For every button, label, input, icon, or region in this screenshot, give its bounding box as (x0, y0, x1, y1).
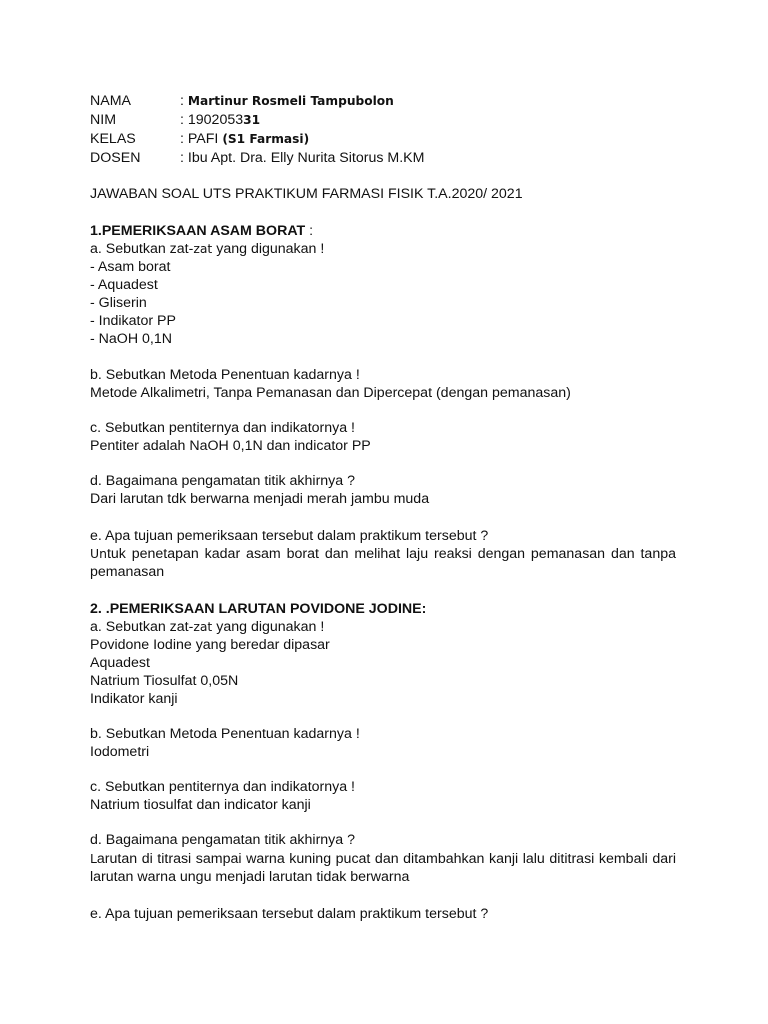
header-row-dosen (90, 149, 424, 168)
section1-heading (90, 222, 313, 240)
s1-material: - Asam borat (90, 259, 171, 275)
kelas-label: KELAS (90, 131, 136, 147)
s1-material: - Indikator PP (90, 313, 176, 329)
s2-answer-b: Iodometri (90, 744, 150, 760)
s2-material: Natrium Tiosulfat 0,05N (90, 673, 239, 689)
header-row-nama (90, 92, 424, 111)
header-row-kelas (90, 130, 424, 149)
s1-answer-c: Pentiter adalah NaOH 0,1N dan indicator PP (90, 438, 371, 454)
s1-question-b: b. Sebutkan Metoda Penentuan kadarnya ! (90, 367, 360, 383)
s2-question-b: b. Sebutkan Metoda Penentuan kadarnya ! (90, 726, 360, 742)
dosen-value: Ibu Apt. Dra. Elly Nurita Sitorus M.KM (187, 150, 425, 166)
s2-qa-post: yang digunakan ! (212, 619, 325, 635)
s1-question-c: c. Sebutkan pentiternya dan indikatornya ! (90, 420, 356, 436)
s2-question-e: e. Apa tujuan pemeriksaan tersebut dalam praktikum tersebut ? (90, 906, 489, 922)
nama-label: NAMA (90, 93, 131, 109)
s1-answer-e (90, 545, 676, 581)
nim-sep: : (180, 112, 188, 128)
s2-ad-start: L (90, 851, 97, 866)
s1-qa-pre: a. Sebutkan zat- (90, 241, 194, 257)
nim-value-a: 1902053 (187, 112, 244, 128)
doc-title: JAWABAN SOAL UTS PRAKTIKUM FARMASI FISIK T.A.2020/ 2021 (90, 186, 523, 202)
s2-material: Indikator kanji (90, 691, 178, 707)
section2-heading: 2. .PEMERIKSAAN LARUTAN POVIDONE JODINE: (90, 601, 427, 617)
section1-heading-text: 1.PEMERIKSAAN ASAM BORAT (90, 223, 306, 239)
s2-question-c: c. Sebutkan pentiternya dan indikatornya ! (90, 779, 356, 795)
s2-material: Povidone Iodine yang beredar dipasar (90, 637, 330, 653)
kelas-sep: : (180, 131, 188, 147)
kelas-value-a: PAFI (187, 131, 223, 147)
student-header (90, 92, 424, 168)
s1-material: - NaOH 0,1N (90, 331, 172, 347)
s1-question-d: d. Bagaimana pengamatan titik akhirnya ? (90, 473, 355, 489)
s1-ae-rest: tuk penetapan kadar asam borat dan melihat laju reaksi dengan pemanasan dan tanpa pemanasan (90, 546, 676, 580)
s2-qa-zat: zat (193, 619, 213, 634)
s2-material: Aquadest (90, 655, 150, 671)
dosen-sep: : (180, 150, 188, 166)
s1-answer-d: Dari larutan tdk berwarna menjadi merah jambu muda (90, 491, 430, 507)
header-row-nim (90, 111, 424, 130)
s2-question-a (90, 618, 324, 636)
s1-question-e: e. Apa tujuan pemeriksaan tersebut dalam praktikum tersebut ? (90, 528, 489, 544)
s2-question-d: d. Bagaimana pengamatan titik akhirnya ? (90, 832, 355, 848)
nim-value-b: 31 (243, 113, 261, 127)
s1-qa-zat: zat (193, 241, 213, 256)
s1-material: - Gliserin (90, 295, 147, 311)
nama-value: Martinur Rosmeli Tampubolon (187, 94, 394, 108)
s1-answer-b: Metode Alkalimetri, Tanpa Pemanasan dan Dipercepat (dengan pemanasan) (90, 385, 571, 401)
s1-material: - Aquadest (90, 277, 158, 293)
s1-ae-start: Un (90, 546, 107, 561)
dosen-label: DOSEN (90, 150, 141, 166)
s2-answer-c: Natrium tiosulfat dan indicator kanji (90, 797, 311, 813)
kelas-value-b: (S1 Farmasi) (222, 132, 310, 146)
s2-answer-d (90, 850, 676, 886)
s2-qa-pre: a. Sebutkan zat- (90, 619, 194, 635)
s1-qa-post: yang digunakan ! (212, 241, 325, 257)
s1-question-a (90, 240, 324, 258)
s2-ad-rest: arutan di titrasi sampai warna kuning pucat dan ditambahkan kanji lalu dititrasi kembali dari larutan warna ungu menjadi larutan tidak berwarna (90, 851, 676, 885)
nim-label: NIM (90, 112, 117, 128)
section1-heading-suffix: : (305, 223, 314, 239)
nama-sep: : (180, 93, 188, 109)
